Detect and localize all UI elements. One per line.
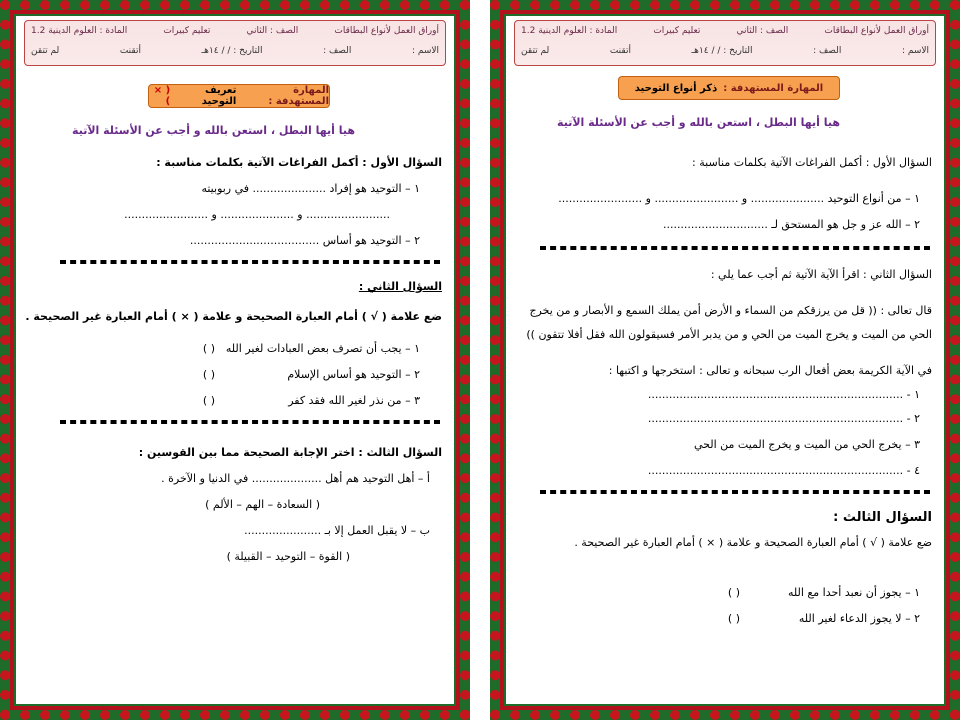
q1-line1: ١ – من أنواع التوحيد ..................... و ........................ و ........................ xyxy=(558,192,920,205)
q2-instruction: ضع علامة ( √ ) أمام العبارة الصحيحة و علامة ( × ) أمام العبارة غير الصحيحة . xyxy=(25,310,442,323)
q3-b: ب – لا يقبل العمل إلا بـ ...................... xyxy=(244,524,430,537)
q2-item-1: ١ – يجب أن تصرف بعض العبادات لغير الله xyxy=(225,342,420,355)
header-grade: الصف : الثاني xyxy=(736,26,789,36)
header-grade: الصف : الثاني xyxy=(246,26,299,36)
q2-item-1-box[interactable]: ( ) xyxy=(202,342,215,355)
q1-title: السؤال الأول : أكمل الفراغات الآتية بكلمات مناسبة : xyxy=(156,156,442,169)
q3-item-1: ١ – يجوز أن نعبد أحدا مع الله xyxy=(787,586,920,599)
header-date-label: التاريخ : / / ١٤هـ xyxy=(691,46,753,56)
separator xyxy=(60,420,440,424)
worksheet-header xyxy=(24,20,446,66)
q1-line3: ٢ – التوحيد هو أساس ..................................... xyxy=(189,234,420,247)
q3-item-2-box[interactable]: ( ) xyxy=(727,612,740,625)
q2-verse-line2: الحي من الميت و يخرج الميت من الحي و من يدبر الأمر فسيقولون الله فقل أفلا تتقون )) xyxy=(526,328,932,341)
worksheet-header xyxy=(514,20,936,66)
q1-line2: ٢ – الله عز و جل هو المستحق لـ .............................. xyxy=(662,218,920,231)
q2-item-3: ٣ – من نذر لغير الله فقد كفر xyxy=(288,394,420,407)
q2-answer-3: ٣ – يخرج الحي من الميت و يخرج الميت من الحي xyxy=(693,438,920,451)
q2-title: السؤال الثاني : xyxy=(358,280,442,293)
q1-title: السؤال الأول : أكمل الفراغات الآتية بكلمات مناسبة : xyxy=(692,156,932,169)
header-title: أوراق العمل لأنواع البطاقات xyxy=(824,26,929,36)
q3-a: أ – أهل التوحيد هم أهل .................... في الدنيا و الآخرة . xyxy=(161,472,430,485)
q1-line1: ١ – التوحيد هو إفراد ..................... في ربوبيته xyxy=(201,182,420,195)
header-grade-detail: تعليم كبيرات xyxy=(653,26,701,36)
header-subject: المادة : العلوم الدينية 1.2 xyxy=(521,26,618,36)
q3-item-2: ٢ – لا يجوز الدعاء لغير الله xyxy=(798,612,920,625)
q3-b-options: ( القوة – التوحيد – القبيلة ) xyxy=(226,550,350,563)
q2-answer-1: ١ - ......................................................................... xyxy=(647,388,920,401)
header-not-mastered: لم تتقن xyxy=(521,46,550,56)
q3-title: السؤال الثالث : اختر الإجابة الصحيحة مما بين القوسين : xyxy=(138,446,442,459)
q1-line2: ........................ و ..................... و ........................ xyxy=(124,208,390,221)
header-grade-detail: تعليم كبيرات xyxy=(163,26,211,36)
q3-item-1-box[interactable]: ( ) xyxy=(727,586,740,599)
q2-answer-2: ٢ - ......................................................................... xyxy=(647,412,920,425)
header-date-label: التاريخ : / / ١٤هـ xyxy=(201,46,263,56)
header-name-label: الاسم : xyxy=(901,46,929,56)
worksheet-right xyxy=(490,0,960,720)
header-not-mastered: لم تتقن xyxy=(31,46,60,56)
q2-verse-line1: قال تعالى : (( قل من يرزقكم من السماء و الأرض أمن يملك السمع و الأبصار و من يخرج xyxy=(529,304,932,317)
skill-title: ذكر أنواع التوحيد xyxy=(634,82,718,94)
separator xyxy=(60,260,440,264)
intro-text: هيا أيها البطل ، استعن بالله و أجب عن الأسئلة الآتية xyxy=(557,116,840,129)
intro-text: هيا أيها البطل ، استعن بالله و أجب عن الأسئلة الآتية xyxy=(72,124,355,137)
worksheet-left xyxy=(0,0,470,720)
skill-label: المهارة المستهدفة : xyxy=(723,82,824,94)
q3-a-options: ( السعادة – الهم – الألم ) xyxy=(205,498,320,511)
header-class-label: الصف : xyxy=(323,46,352,56)
q2-item-3-box[interactable]: ( ) xyxy=(202,394,215,407)
q3-instruction: ضع علامة ( √ ) أمام العبارة الصحيحة و علامة ( × ) أمام العبارة غير الصحيحة . xyxy=(574,536,932,549)
q2-item-2: ٢ – التوحيد هو أساس الإسلام xyxy=(287,368,420,381)
skill-mark: ( × ) xyxy=(153,85,171,107)
header-title: أوراق العمل لأنواع البطاقات xyxy=(334,26,439,36)
skill-box xyxy=(148,84,330,108)
q2-item-2-box[interactable]: ( ) xyxy=(202,368,215,381)
skill-label: المهارة المستهدفة : xyxy=(268,85,329,107)
q2-title: السؤال الثاني : اقرأ الآية الآتية ثم أجب عما يلي : xyxy=(710,268,932,281)
header-mastered: أتقنت xyxy=(119,46,141,56)
header-mastered: أتقنت xyxy=(609,46,631,56)
skill-box xyxy=(618,76,840,100)
q2-answer-4: ٤ - ......................................................................... xyxy=(647,464,920,477)
q2-instruction: في الآية الكريمة بعض أفعال الرب سبحانه و تعالى : استخرجها و اكتبها : xyxy=(608,364,932,377)
header-class-label: الصف : xyxy=(813,46,842,56)
q3-title: السؤال الثالث : xyxy=(833,510,932,525)
separator xyxy=(540,246,930,250)
separator xyxy=(540,490,930,494)
header-name-label: الاسم : xyxy=(411,46,439,56)
skill-title: تعريف التوحيد xyxy=(201,85,237,107)
header-subject: المادة : العلوم الدينية 1.2 xyxy=(31,26,128,36)
